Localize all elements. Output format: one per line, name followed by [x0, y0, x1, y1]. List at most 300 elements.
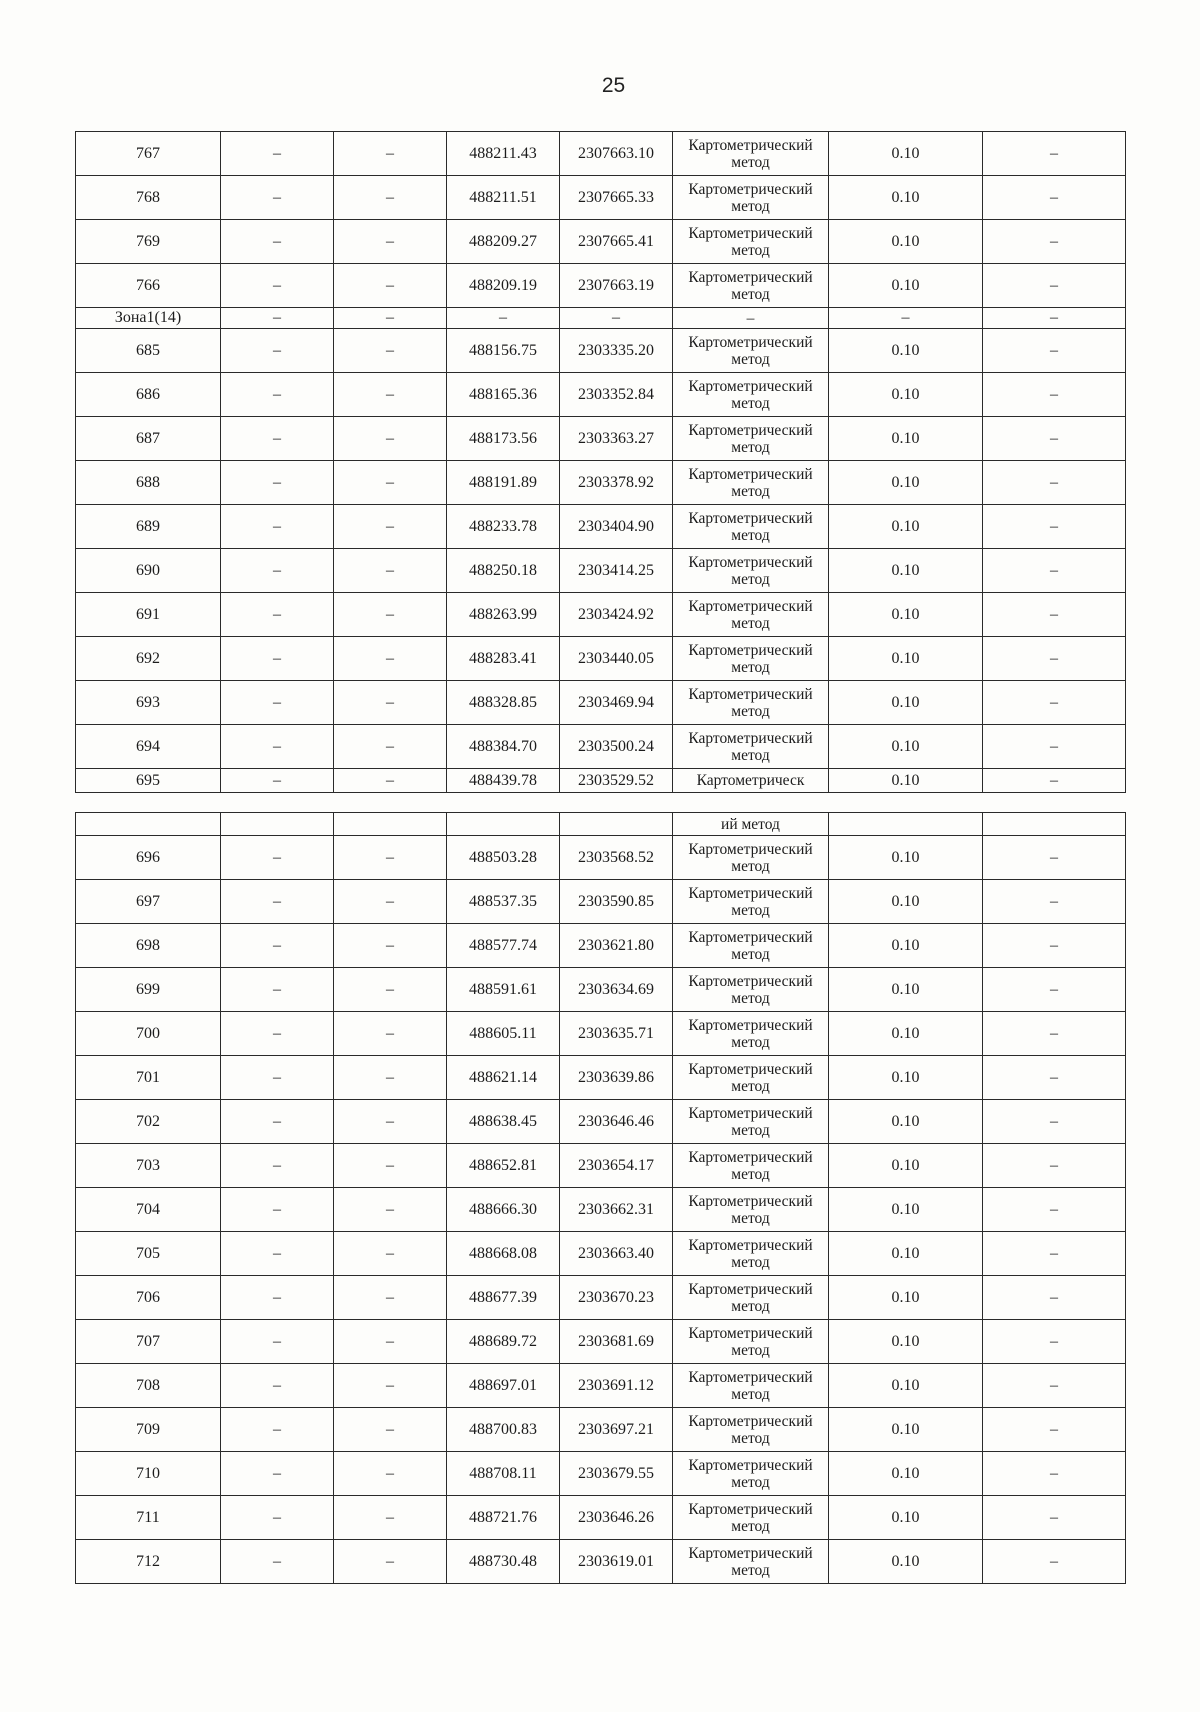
accuracy-cell: 0.10 [829, 1276, 983, 1320]
accuracy-cell: 0.10 [829, 968, 983, 1012]
method-cell: Картометрический метод [673, 593, 829, 637]
point-number-cell: 688 [76, 461, 221, 505]
column-3-cell: – [334, 924, 447, 968]
point-number-cell: 710 [76, 1452, 221, 1496]
table-row [76, 1276, 1126, 1320]
point-number-cell: 711 [76, 1496, 221, 1540]
column-8-cell: – [983, 264, 1126, 308]
y-coordinate-cell: 2307665.41 [560, 220, 673, 264]
accuracy-cell: 0.10 [829, 461, 983, 505]
x-coordinate-cell: 488537.35 [447, 880, 560, 924]
y-coordinate-cell: 2303634.69 [560, 968, 673, 1012]
x-coordinate-cell: 488165.36 [447, 373, 560, 417]
column-2-cell: – [221, 329, 334, 373]
accuracy-cell: 0.10 [829, 1364, 983, 1408]
method-cell: Картометрическ [673, 769, 829, 793]
column-2-cell: – [221, 1188, 334, 1232]
column-2-cell: – [221, 1056, 334, 1100]
x-coordinate-cell: 488209.27 [447, 220, 560, 264]
column-8-cell: – [983, 1012, 1126, 1056]
column-3-cell: – [334, 461, 447, 505]
column-2-cell: – [221, 549, 334, 593]
table-row [76, 1452, 1126, 1496]
column-2-cell: – [221, 264, 334, 308]
x-coordinate-cell: 488328.85 [447, 681, 560, 725]
accuracy-cell: 0.10 [829, 417, 983, 461]
column-2-cell: – [221, 769, 334, 793]
x-coordinate-cell: 488638.45 [447, 1100, 560, 1144]
method-cell: Картометрический метод [673, 637, 829, 681]
point-number-cell [76, 813, 221, 836]
x-coordinate-cell: 488439.78 [447, 769, 560, 793]
table-row [76, 1100, 1126, 1144]
x-coordinate-cell: 488191.89 [447, 461, 560, 505]
y-coordinate-cell: 2307663.10 [560, 132, 673, 176]
accuracy-cell: 0.10 [829, 637, 983, 681]
method-cell: Картометрический метод [673, 329, 829, 373]
column-8-cell: – [983, 308, 1126, 329]
point-number-cell: 686 [76, 373, 221, 417]
column-8-cell: – [983, 220, 1126, 264]
point-number-cell: 687 [76, 417, 221, 461]
accuracy-cell: 0.10 [829, 880, 983, 924]
method-cell: Картометрический метод [673, 1100, 829, 1144]
x-coordinate-cell: 488211.51 [447, 176, 560, 220]
point-number-cell: 685 [76, 329, 221, 373]
point-number-cell: 691 [76, 593, 221, 637]
y-coordinate-cell: 2303424.92 [560, 593, 673, 637]
x-coordinate-cell: 488503.28 [447, 836, 560, 880]
column-3-cell: – [334, 1364, 447, 1408]
y-coordinate-cell: 2303662.31 [560, 1188, 673, 1232]
column-8-cell: – [983, 968, 1126, 1012]
accuracy-cell: 0.10 [829, 220, 983, 264]
column-2-cell: – [221, 461, 334, 505]
column-3-cell: – [334, 880, 447, 924]
table-row [76, 308, 1126, 329]
point-number-cell: 702 [76, 1100, 221, 1144]
table-row [76, 1144, 1126, 1188]
x-coordinate-cell: 488721.76 [447, 1496, 560, 1540]
method-cell: Картометрический метод [673, 417, 829, 461]
method-cell: Картометрический метод [673, 220, 829, 264]
column-2-cell: – [221, 505, 334, 549]
table-row [76, 1188, 1126, 1232]
table-row [76, 417, 1126, 461]
y-coordinate-cell: 2303670.23 [560, 1276, 673, 1320]
column-3-cell: – [334, 1144, 447, 1188]
column-3-cell: – [334, 637, 447, 681]
accuracy-cell: 0.10 [829, 1540, 983, 1584]
column-3-cell: – [334, 308, 447, 329]
table-row [76, 505, 1126, 549]
column-3-cell: – [334, 1408, 447, 1452]
method-cell: Картометрический метод [673, 1364, 829, 1408]
column-2-cell: – [221, 725, 334, 769]
y-coordinate-cell [560, 813, 673, 836]
x-coordinate-cell: 488211.43 [447, 132, 560, 176]
y-coordinate-cell: 2303646.26 [560, 1496, 673, 1540]
method-cell: Картометрический метод [673, 549, 829, 593]
method-cell: – [673, 308, 829, 329]
y-coordinate-cell: 2303590.85 [560, 880, 673, 924]
method-cell: Картометрический метод [673, 880, 829, 924]
column-2-cell: – [221, 1012, 334, 1056]
point-number-cell: 705 [76, 1232, 221, 1276]
y-coordinate-cell: – [560, 308, 673, 329]
column-8-cell: – [983, 1056, 1126, 1100]
column-2-cell: – [221, 1232, 334, 1276]
column-3-cell: – [334, 593, 447, 637]
method-cell: Картометрический метод [673, 1320, 829, 1364]
y-coordinate-cell: 2303646.46 [560, 1100, 673, 1144]
column-2-cell: – [221, 681, 334, 725]
x-coordinate-cell: 488666.30 [447, 1188, 560, 1232]
method-cell: Картометрический метод [673, 1276, 829, 1320]
point-number-cell: 701 [76, 1056, 221, 1100]
column-8-cell: – [983, 924, 1126, 968]
x-coordinate-cell: 488621.14 [447, 1056, 560, 1100]
column-2-cell: – [221, 1320, 334, 1364]
x-coordinate-cell: 488384.70 [447, 725, 560, 769]
x-coordinate-cell [447, 813, 560, 836]
point-number-cell: 699 [76, 968, 221, 1012]
x-coordinate-cell: 488605.11 [447, 1012, 560, 1056]
column-2-cell: – [221, 1144, 334, 1188]
column-8-cell: – [983, 1452, 1126, 1496]
point-number-cell: 697 [76, 880, 221, 924]
point-number-cell: 707 [76, 1320, 221, 1364]
method-cell: Картометрический метод [673, 836, 829, 880]
point-number-cell: 768 [76, 176, 221, 220]
point-number-cell: 704 [76, 1188, 221, 1232]
column-3-cell: – [334, 681, 447, 725]
coordinates-table-part-1 [75, 131, 1126, 793]
column-8-cell: – [983, 836, 1126, 880]
method-cell: Картометрический метод [673, 1188, 829, 1232]
column-8-cell: – [983, 1364, 1126, 1408]
column-3-cell: – [334, 505, 447, 549]
point-number-cell: 767 [76, 132, 221, 176]
point-number-cell: 700 [76, 1012, 221, 1056]
column-3-cell: – [334, 176, 447, 220]
y-coordinate-cell: 2303352.84 [560, 373, 673, 417]
x-coordinate-cell: 488173.56 [447, 417, 560, 461]
column-8-cell: – [983, 1540, 1126, 1584]
accuracy-cell: 0.10 [829, 1232, 983, 1276]
y-coordinate-cell: 2303619.01 [560, 1540, 673, 1584]
table-row [76, 461, 1126, 505]
column-2-cell: – [221, 1100, 334, 1144]
column-3-cell: – [334, 968, 447, 1012]
point-number-cell: 708 [76, 1364, 221, 1408]
method-cell: Картометрический метод [673, 1144, 829, 1188]
table-row [76, 264, 1126, 308]
column-3-cell: – [334, 1012, 447, 1056]
column-8-cell [983, 813, 1126, 836]
method-cell: Картометрический метод [673, 176, 829, 220]
accuracy-cell: 0.10 [829, 1496, 983, 1540]
point-number-cell: 689 [76, 505, 221, 549]
accuracy-cell: 0.10 [829, 924, 983, 968]
column-2-cell: – [221, 308, 334, 329]
y-coordinate-cell: 2303500.24 [560, 725, 673, 769]
column-2-cell: – [221, 1452, 334, 1496]
column-8-cell: – [983, 1408, 1126, 1452]
point-number-cell: 698 [76, 924, 221, 968]
table-row [76, 1320, 1126, 1364]
y-coordinate-cell: 2303621.80 [560, 924, 673, 968]
method-cell: Картометрический метод [673, 924, 829, 968]
point-number-cell: 703 [76, 1144, 221, 1188]
column-3-cell: – [334, 264, 447, 308]
accuracy-cell: 0.10 [829, 505, 983, 549]
method-cell: Картометрический метод [673, 968, 829, 1012]
y-coordinate-cell: 2303681.69 [560, 1320, 673, 1364]
accuracy-cell [829, 813, 983, 836]
table-row [76, 637, 1126, 681]
column-8-cell: – [983, 681, 1126, 725]
column-8-cell: – [983, 505, 1126, 549]
table-row [76, 968, 1126, 1012]
table-row [76, 329, 1126, 373]
point-number-cell: 709 [76, 1408, 221, 1452]
method-cell: Картометрический метод [673, 505, 829, 549]
column-2-cell: – [221, 880, 334, 924]
point-number-cell: Зона1(14) [76, 308, 221, 329]
x-coordinate-cell: 488652.81 [447, 1144, 560, 1188]
x-coordinate-cell: 488283.41 [447, 637, 560, 681]
column-8-cell: – [983, 593, 1126, 637]
column-3-cell: – [334, 417, 447, 461]
table-row [76, 1364, 1126, 1408]
method-cell: Картометрический метод [673, 373, 829, 417]
point-number-cell: 692 [76, 637, 221, 681]
table-row [76, 681, 1126, 725]
x-coordinate-cell: 488668.08 [447, 1232, 560, 1276]
y-coordinate-cell: 2303697.21 [560, 1408, 673, 1452]
x-coordinate-cell: 488233.78 [447, 505, 560, 549]
accuracy-cell: 0.10 [829, 836, 983, 880]
table-row [76, 593, 1126, 637]
point-number-cell: 712 [76, 1540, 221, 1584]
accuracy-cell: 0.10 [829, 1408, 983, 1452]
column-8-cell: – [983, 1100, 1126, 1144]
y-coordinate-cell: 2303529.52 [560, 769, 673, 793]
x-coordinate-cell: 488730.48 [447, 1540, 560, 1584]
table-row [76, 1056, 1126, 1100]
column-8-cell: – [983, 1320, 1126, 1364]
column-2-cell: – [221, 968, 334, 1012]
y-coordinate-cell: 2307663.19 [560, 264, 673, 308]
accuracy-cell: 0.10 [829, 549, 983, 593]
table-row [76, 769, 1126, 793]
y-coordinate-cell: 2303404.90 [560, 505, 673, 549]
y-coordinate-cell: 2303691.12 [560, 1364, 673, 1408]
accuracy-cell: 0.10 [829, 681, 983, 725]
y-coordinate-cell: 2303363.27 [560, 417, 673, 461]
column-2-cell: – [221, 637, 334, 681]
x-coordinate-cell: 488250.18 [447, 549, 560, 593]
column-2-cell: – [221, 176, 334, 220]
column-8-cell: – [983, 549, 1126, 593]
column-3-cell: – [334, 329, 447, 373]
y-coordinate-cell: 2303639.86 [560, 1056, 673, 1100]
x-coordinate-cell: 488697.01 [447, 1364, 560, 1408]
table-row [76, 220, 1126, 264]
table-row [76, 924, 1126, 968]
column-8-cell: – [983, 176, 1126, 220]
y-coordinate-cell: 2303568.52 [560, 836, 673, 880]
point-number-cell: 690 [76, 549, 221, 593]
y-coordinate-cell: 2303663.40 [560, 1232, 673, 1276]
column-8-cell: – [983, 725, 1126, 769]
x-coordinate-cell: 488700.83 [447, 1408, 560, 1452]
y-coordinate-cell: 2303440.05 [560, 637, 673, 681]
x-coordinate-cell: 488209.19 [447, 264, 560, 308]
point-number-cell: 694 [76, 725, 221, 769]
column-2-cell: – [221, 1496, 334, 1540]
column-8-cell: – [983, 1496, 1126, 1540]
y-coordinate-cell: 2303378.92 [560, 461, 673, 505]
column-2-cell: – [221, 373, 334, 417]
column-2-cell: – [221, 220, 334, 264]
x-coordinate-cell: 488708.11 [447, 1452, 560, 1496]
point-number-cell: 696 [76, 836, 221, 880]
method-cell: Картометрический метод [673, 1056, 829, 1100]
page-number: 25 [601, 74, 626, 97]
table-row [76, 813, 1126, 836]
accuracy-cell: 0.10 [829, 373, 983, 417]
column-2-cell [221, 813, 334, 836]
accuracy-cell: 0.10 [829, 1056, 983, 1100]
column-3-cell [334, 813, 447, 836]
column-3-cell: – [334, 769, 447, 793]
method-cell: Картометрический метод [673, 1496, 829, 1540]
column-8-cell: – [983, 637, 1126, 681]
x-coordinate-cell: 488689.72 [447, 1320, 560, 1364]
method-cell: Картометрический метод [673, 1012, 829, 1056]
accuracy-cell: 0.10 [829, 1144, 983, 1188]
column-2-cell: – [221, 417, 334, 461]
column-8-cell: – [983, 1188, 1126, 1232]
column-3-cell: – [334, 1496, 447, 1540]
accuracy-cell: – [829, 308, 983, 329]
table-row [76, 836, 1126, 880]
table-row [76, 1540, 1126, 1584]
y-coordinate-cell: 2303469.94 [560, 681, 673, 725]
column-3-cell: – [334, 836, 447, 880]
y-coordinate-cell: 2303654.17 [560, 1144, 673, 1188]
column-3-cell: – [334, 549, 447, 593]
column-2-cell: – [221, 836, 334, 880]
column-3-cell: – [334, 1276, 447, 1320]
accuracy-cell: 0.10 [829, 1100, 983, 1144]
column-8-cell: – [983, 329, 1126, 373]
column-2-cell: – [221, 1364, 334, 1408]
column-8-cell: – [983, 373, 1126, 417]
column-8-cell: – [983, 461, 1126, 505]
accuracy-cell: 0.10 [829, 1012, 983, 1056]
method-cell: Картометрический метод [673, 461, 829, 505]
method-cell: Картометрический метод [673, 264, 829, 308]
y-coordinate-cell: 2303679.55 [560, 1452, 673, 1496]
table-row [76, 1496, 1126, 1540]
method-cell: Картометрический метод [673, 725, 829, 769]
column-3-cell: – [334, 1232, 447, 1276]
table-row [76, 549, 1126, 593]
accuracy-cell: 0.10 [829, 132, 983, 176]
column-8-cell: – [983, 880, 1126, 924]
x-coordinate-cell: 488677.39 [447, 1276, 560, 1320]
method-cell: Картометрический метод [673, 132, 829, 176]
table-row [76, 1408, 1126, 1452]
column-8-cell: – [983, 1276, 1126, 1320]
point-number-cell: 769 [76, 220, 221, 264]
accuracy-cell: 0.10 [829, 176, 983, 220]
column-8-cell: – [983, 769, 1126, 793]
column-3-cell: – [334, 1056, 447, 1100]
column-3-cell: – [334, 1100, 447, 1144]
method-cell: Картометрический метод [673, 681, 829, 725]
column-3-cell: – [334, 1188, 447, 1232]
accuracy-cell: 0.10 [829, 1188, 983, 1232]
table-row [76, 373, 1126, 417]
table-row [76, 176, 1126, 220]
table-row [76, 132, 1126, 176]
table-row [76, 880, 1126, 924]
x-coordinate-cell: 488156.75 [447, 329, 560, 373]
accuracy-cell: 0.10 [829, 329, 983, 373]
y-coordinate-cell: 2303335.20 [560, 329, 673, 373]
column-2-cell: – [221, 1540, 334, 1584]
point-number-cell: 693 [76, 681, 221, 725]
y-coordinate-cell: 2303414.25 [560, 549, 673, 593]
column-8-cell: – [983, 132, 1126, 176]
column-8-cell: – [983, 1232, 1126, 1276]
column-3-cell: – [334, 1320, 447, 1364]
table-row [76, 1232, 1126, 1276]
accuracy-cell: 0.10 [829, 264, 983, 308]
column-3-cell: – [334, 725, 447, 769]
method-cell: Картометрический метод [673, 1408, 829, 1452]
column-2-cell: – [221, 1408, 334, 1452]
column-2-cell: – [221, 593, 334, 637]
accuracy-cell: 0.10 [829, 725, 983, 769]
table-row [76, 1012, 1126, 1056]
column-3-cell: – [334, 1540, 447, 1584]
column-2-cell: – [221, 924, 334, 968]
column-2-cell: – [221, 132, 334, 176]
y-coordinate-cell: 2307665.33 [560, 176, 673, 220]
table-row [76, 725, 1126, 769]
accuracy-cell: 0.10 [829, 593, 983, 637]
method-cell: Картометрический метод [673, 1452, 829, 1496]
column-3-cell: – [334, 132, 447, 176]
accuracy-cell: 0.10 [829, 769, 983, 793]
method-cell: Картометрический метод [673, 1232, 829, 1276]
column-3-cell: – [334, 373, 447, 417]
column-8-cell: – [983, 417, 1126, 461]
x-coordinate-cell: 488263.99 [447, 593, 560, 637]
x-coordinate-cell: 488591.61 [447, 968, 560, 1012]
x-coordinate-cell: – [447, 308, 560, 329]
accuracy-cell: 0.10 [829, 1452, 983, 1496]
accuracy-cell: 0.10 [829, 1320, 983, 1364]
point-number-cell: 706 [76, 1276, 221, 1320]
column-3-cell: – [334, 1452, 447, 1496]
column-2-cell: – [221, 1276, 334, 1320]
